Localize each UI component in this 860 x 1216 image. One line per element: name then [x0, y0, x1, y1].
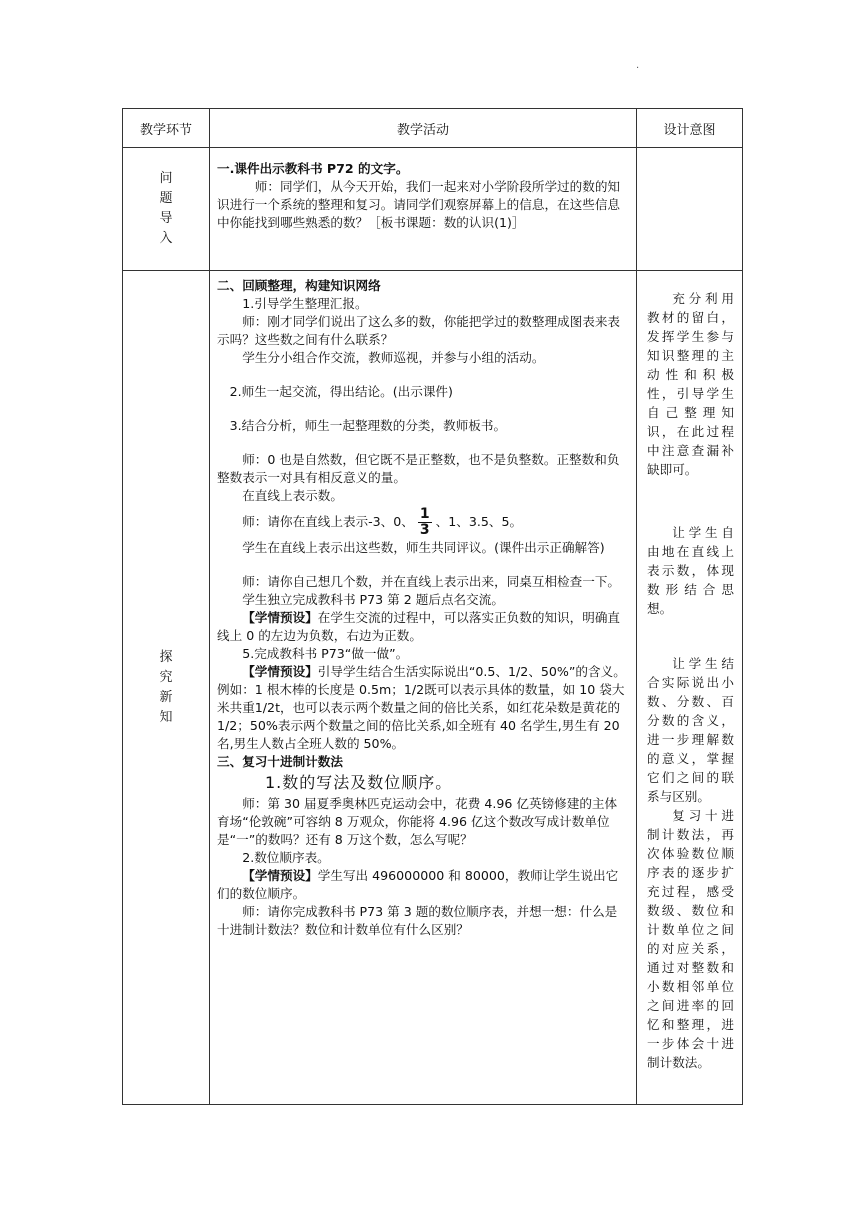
intent-intro — [637, 148, 743, 271]
lesson-plan-table — [122, 108, 743, 1105]
paragraph: 师：请你自己想几个数，并在直线上表示出来，同桌互相检查一下。 — [242, 574, 620, 589]
preset-text: 学生写出 496000000 和 80000，教师让学生说出它们的数位顺序。 — [217, 868, 619, 901]
preset-text: t，也可以表示两个数量之间的倍比关系，如红花朵数是黄花的 — [275, 700, 621, 715]
half-fraction: 1/2 — [508, 664, 529, 679]
stage-explore — [123, 271, 210, 1105]
intent-paragraph: 复习十进制计数法，再次体验数位顺序表的逐步扩充过程，感受数级、数位和计数单位之间的对应关系，通过对整数和小数相邻单位之间进率的回忆和整理，进一步体会十进制计数法。 — [647, 808, 734, 1070]
paragraph: 1.引导学生整理汇报。 — [242, 296, 368, 311]
header-intent: 设计意图 — [637, 109, 743, 148]
prompt-text: 、1、3.5、5。 — [435, 514, 523, 529]
fraction-denominator: 3 — [419, 522, 430, 538]
paragraph: 师：请你完成教科书 P73 第 3 题的数位顺序表，并想一想：什么是十进制计数法？数位和计数单位有什么区别？ — [217, 904, 618, 937]
preset-tag: 【学情预设】 — [242, 610, 318, 625]
paragraph: 2.数位顺序表。 — [242, 850, 330, 865]
number-line-prompt — [217, 505, 629, 539]
preset-text: ；50%表示两个数量之间的倍比关系,如全班有 40 名学生,男生有 20 名,男生人数占全班人数的 50%。 — [217, 718, 620, 751]
intent-paragraph: 充分利用教材的留白，发挥学生参与知识整理的主动性和积极性，引导学生自己整理知识，在此过程中注意查漏补缺即可。 — [647, 291, 734, 477]
fraction-one-third — [418, 507, 432, 538]
fraction-numerator: 1 — [419, 506, 430, 522]
explore-row — [123, 271, 743, 1105]
paragraph: 学生在直线上表示出这些数，师生共同评议。(课件出示正确解答) — [242, 540, 605, 555]
stage-char: 题 — [159, 191, 173, 206]
stage-char: 入 — [159, 231, 173, 246]
preset-text: 既可以表示具体的数量，如 10 袋大米共重 — [217, 682, 625, 715]
section2-title: 二、回顾整理，构建知识网络 — [217, 278, 381, 293]
section3-title: 三、复习十进制计数法 — [217, 754, 343, 769]
paragraph: 在直线上表示数。 — [242, 488, 343, 503]
half-fraction: 1/2 — [403, 682, 425, 697]
paragraph: 5.完成教科书 P73“做一做”。 — [242, 646, 409, 661]
stage-char: 究 — [159, 669, 173, 685]
half-fraction: 1/2 — [254, 700, 276, 715]
paragraph: 师：0 也是自然数，但它既不是正整数，也不是负整数。正整数和负整数表示一对具有相反意义的量。 — [217, 452, 620, 485]
stage-char: 知 — [159, 709, 173, 725]
preset-text: 在学生交流的过程中，可以落实正负数的知识，明确直线上 0 的左边为负数，右边为正数。 — [217, 610, 620, 643]
intent-explore — [637, 271, 743, 1105]
activity-explore — [210, 271, 637, 1105]
paragraph: 师：第 30 届夏季奥林匹克运动会中，花费 4.96 亿英镑修建的主体育场“伦敦碗”可容纳 8 万观众，你能将 4.96 亿这个数改写成计数单位是“一”的数吗？还有 8 万这个数，怎么写呢？ — [217, 796, 618, 847]
paragraph — [217, 609, 629, 645]
paragraph: 2.师生一起交流，得出结论。(出示课件) — [229, 384, 453, 399]
intent-paragraph: 让学生结合实际说出小数、分数、百分数的含义，进一步理解数的意义，掌握它们之间的联系与区别。 — [647, 656, 734, 804]
paragraph: 学生分小组合作交流，教师巡视，并参与小组的活动。 — [242, 350, 545, 365]
intro-title: 一.课件出示教科书 P72 的文字。 — [217, 161, 409, 176]
stage-char: 新 — [159, 689, 173, 705]
paragraph — [217, 867, 629, 903]
header-activity: 教学活动 — [210, 109, 637, 148]
prompt-text: 师：请你在直线上表示-3、0、 — [242, 514, 414, 529]
half-fraction: 1/2 — [217, 718, 238, 733]
page-marker: . — [636, 60, 640, 71]
paragraph: 师：刚才同学们说出了这么多的数，你能把学过的数整理成图表来表示吗？这些数之间有什么联系？ — [217, 314, 620, 347]
paragraph: 3.结合分析，师生一起整理数的分类，教师板书。 — [229, 418, 507, 433]
stage-char: 问 — [159, 171, 173, 186]
preset-text: 、50%”的含义。例如：1 根木棒的长度是 0.5m； — [217, 664, 626, 697]
intro-text: 师：同学们，从今天开始，我们一起来对小学阶段所学过的数的知识进行一个系统的整理和复习。请同学们观察屏幕上的信息，在这些信息中你能找到哪些熟悉的数？［板书课题：数的认识(1)］ — [217, 179, 621, 230]
preset-text: 引导学生结合生活实际说出“0.5、 — [317, 664, 509, 679]
paragraph — [217, 663, 629, 753]
activity-intro — [210, 148, 637, 271]
stage-char: 导 — [159, 211, 173, 226]
stage-char: 探 — [159, 649, 173, 665]
preset-tag: 【学情预设】 — [242, 664, 318, 679]
stage-intro — [123, 148, 210, 271]
header-stage: 教学环节 — [123, 109, 210, 148]
intent-paragraph: 让学生自由地在直线上表示数，体现数形结合思想。 — [647, 525, 734, 616]
paragraph: 学生独立完成教科书 P73 第 2 题后点名交流。 — [242, 592, 504, 607]
intro-row — [123, 148, 743, 271]
section3-subtitle: 1.数的写法及数位顺序。 — [265, 773, 453, 792]
preset-tag: 【学情预设】 — [242, 868, 318, 883]
header-row — [123, 109, 743, 148]
